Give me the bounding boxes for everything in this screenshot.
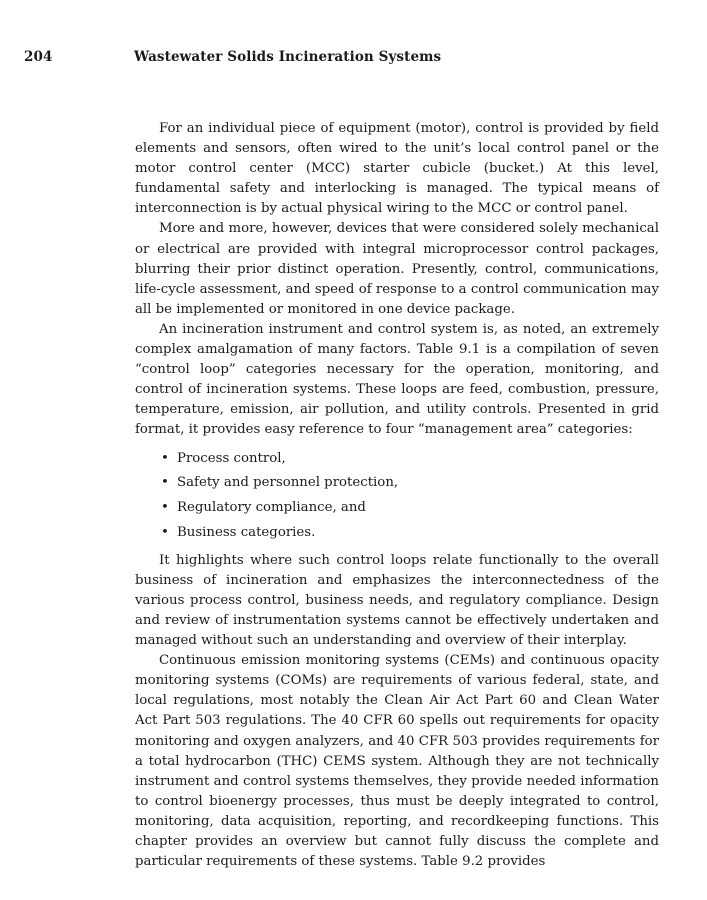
bullet-icon: • xyxy=(161,450,169,466)
page-number: 204 xyxy=(24,49,53,65)
list-item-text: Process control, xyxy=(177,450,286,466)
list-item-text: Business categories. xyxy=(177,524,316,540)
bullet-list xyxy=(135,449,659,543)
paragraph: It highlights where such control loops relate functionally to the overall business of incineration and emphasizes the interconnectedness of the various process control, business needs, and regulatory compliance. Design and review of instrumentation systems cannot be effectively undertaken and managed without such an understanding and overview of their interplay. xyxy=(135,552,659,649)
list-item-text: Safety and personnel protection, xyxy=(177,475,399,491)
bullet-icon: • xyxy=(161,475,169,491)
bullet-icon: • xyxy=(161,524,169,540)
paragraph: For an individual piece of equipment (motor), control is provided by field elements and sensors, often wired to the unit’s local control panel or the motor control center (MCC) starter cubicle (bucket.) At this level, fundamental safety and interlocking is managed. The typical means of interconnection is by actual physical wiring to the MCC or control panel. xyxy=(135,121,659,217)
list-item xyxy=(161,449,659,469)
body-text xyxy=(135,119,659,872)
list-item xyxy=(161,523,659,543)
list-item xyxy=(161,473,659,493)
paragraph: More and more, however, devices that were considered solely mechanical or electrical are provided with integral microprocessor control packages, blurring their prior distinct operation. Presently, control, communications, life-cycle assessment, and speed of response to a control communication may all be implemented or monitored in one device package. xyxy=(135,221,659,317)
list-item-text: Regulatory compliance, and xyxy=(177,499,366,515)
list-item xyxy=(161,498,659,518)
bullet-icon: • xyxy=(161,499,169,515)
paragraph: Continuous emission monitoring systems (CEMs) and continuous opacity monitoring systems (COMs) are requirements of various federal, state, and local regulations, most notably the Clean Air Act Part 60 and Clean Water Act Part 503 regulations. The 40 CFR 60 spells out requirements for opacity monitoring and oxygen analyzers, and 40 CFR 503 provides requirements for a total hydrocarbon (THC) CEMS system. Although they are not technically instrument and control systems themselves, they provide needed information to control bioenergy processes, thus must be deeply integrated to control, monitoring, data acquisition, reporting, and recordkeeping functions. This chapter provides an overview but cannot fully discuss the complete and particular requirements of these systems. Table 9.2 provides xyxy=(135,653,659,870)
paragraph: An incineration instrument and control system is, as noted, an extremely complex amalgamation of many factors. Table 9.1 is a compilation of seven “control loop” categories necessary for the operation, monitoring, and control of incineration systems. These loops are feed, combustion, pressure, temperature, emission, air pollution, and utility controls. Presented in grid format, it provides easy reference to four “management area” categories: xyxy=(135,321,659,438)
running-title: Wastewater Solids Incineration Systems xyxy=(134,49,442,65)
